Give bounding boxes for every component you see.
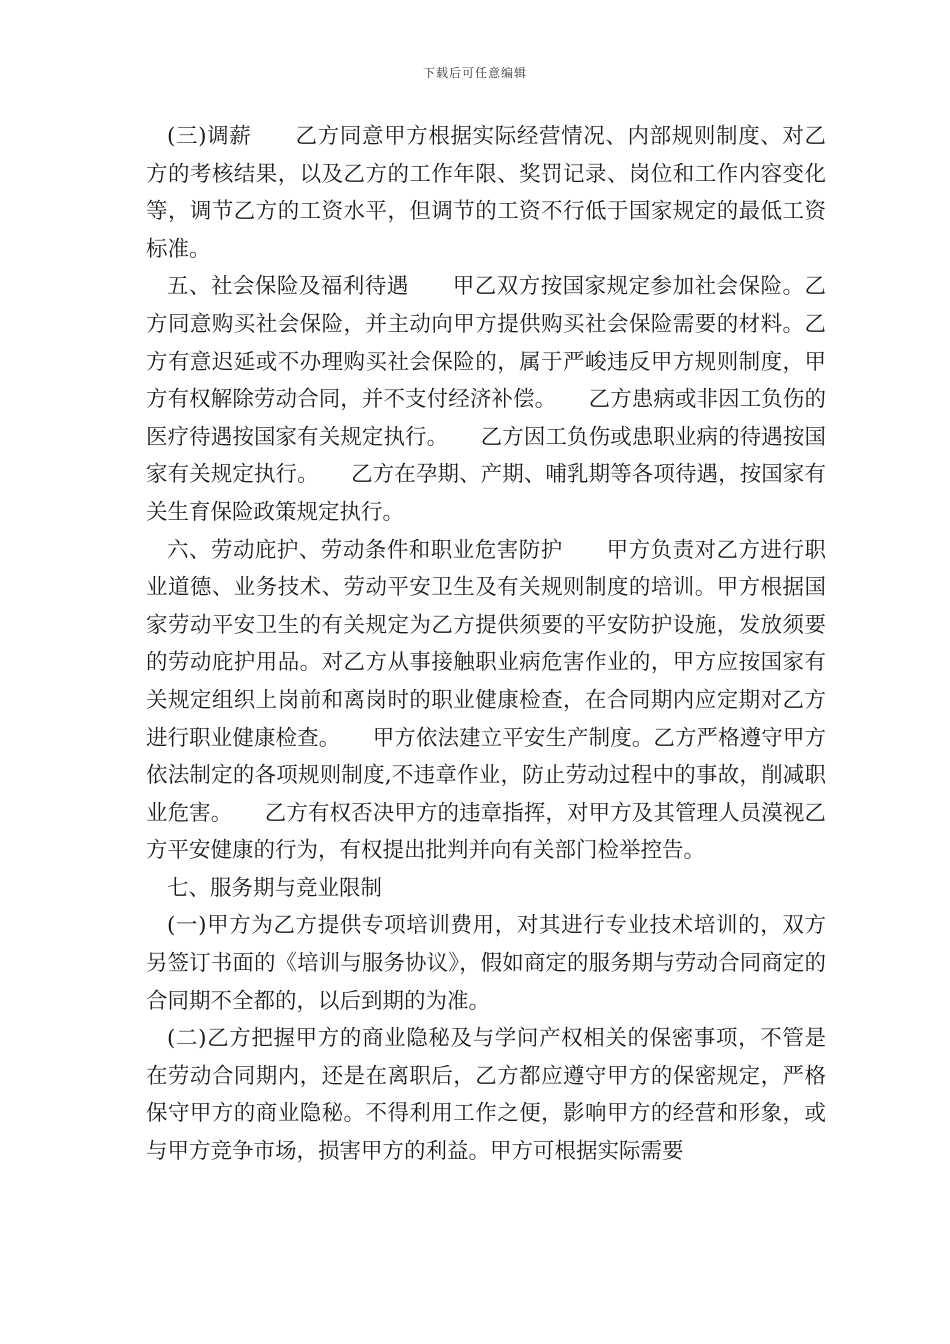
page-header: 下载后可任意编辑 <box>422 66 527 80</box>
paragraph-labor-protection: 六、劳动庇护、劳动条件和职业危害防护 甲方负责对乙方进行职业道德、业务技术、劳动平安卫生及有关规则制度的培训。甲方根据国家劳动平安卫生的有关规定为乙方提供须要的平安防护设施，发放须要的劳动庇护用品。对乙方从事接触职业病危害作业的，甲方应按国家有关规定组织上岗前和离岗时的职业健康检查，在合同期内应定期对乙方进行职业健康检查。 甲方依法建立平安生产制度。乙方严格遵守甲方依法制定的各项规则制度,不违章作业，防止劳动过程中的事故，削减职业危害。 乙方有权否决甲方的违章指挥，对甲方及其管理人员漠视乙方平安健康的行为，有权提出批判并向有关部门检举控告。 <box>146 537 826 864</box>
paragraph-salary-adjustment: (三)调薪 乙方同意甲方根据实际经营情况、内部规则制度、对乙方的考核结果，以及乙方的工作年限、奖罚记录、岗位和工作内容变化等，调节乙方的工资水平，但调节的工资不行低于国家规定的最低工资标准。 <box>146 124 826 262</box>
paragraph-training-agreement: (一)甲方为乙方提供专项培训费用，对其进行专业技术培训的，双方另签订书面的《培训与服务协议》，假如商定的服务期与劳动合同商定的合同期不全都的，以后到期的为准。 <box>146 913 826 1014</box>
document-body <box>146 118 826 1171</box>
paragraph-confidentiality: (二)乙方把握甲方的商业隐秘及与学问产权相关的保密事项，不管是在劳动合同期内，还是在离职后，乙方都应遵守甲方的保密规定，严格保守甲方的商业隐秘。不得利用工作之便，影响甲方的经营和形象，或与甲方竞争市场，损害甲方的利益。甲方可根据实际需要 <box>146 1026 826 1165</box>
paragraph-social-insurance: 五、社会保险及福利待遇 甲乙双方按国家规定参加社会保险。乙方同意购买社会保险，并主动向甲方提供购买社会保险需要的材料。乙方有意迟延或不办理购买社会保险的，属于严峻违反甲方规则制度，甲方有权解除劳动合同，并不支付经济补偿。 乙方患病或非因工负伤的医疗待遇按国家有关规定执行。 乙方因工负伤或患职业病的待遇按国家有关规定执行。 乙方在孕期、产期、哺乳期等各项待遇，按国家有关生育保险政策规定执行。 <box>146 274 826 525</box>
section-heading-service-period: 七、服务期与竞业限制 <box>167 875 383 901</box>
